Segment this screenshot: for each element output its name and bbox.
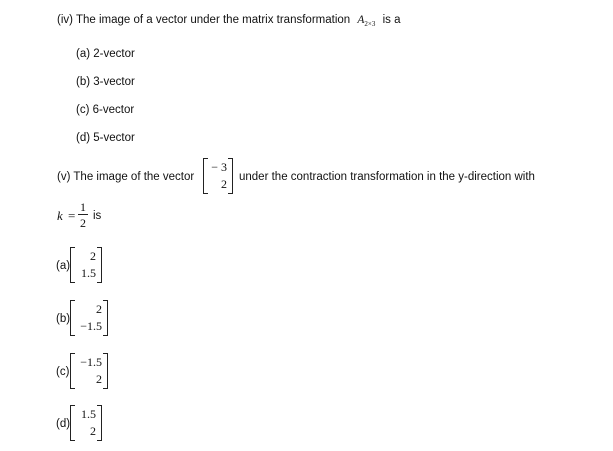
q5-option-b-vector[interactable]: 2 −1.5 <box>70 300 108 336</box>
q5-option-d-label[interactable]: (d) <box>56 418 71 430</box>
k-fraction: 1 2 <box>80 200 86 230</box>
q4-option-d[interactable]: (d) 5-vector <box>76 132 135 144</box>
q5-option-a-label[interactable]: (a) <box>56 260 71 272</box>
q4-option-a[interactable]: (a) 2-vector <box>76 48 135 60</box>
question-4-stem: (iv) The image of a vector under the matrix transformation $A_{2\times 3}$ is a <box>57 14 401 28</box>
q5-option-b-label[interactable]: (b) <box>56 313 71 325</box>
q4-option-c[interactable]: (c) 6-vector <box>76 104 135 116</box>
q5-option-d-vector[interactable]: 1.5 2 <box>70 405 102 441</box>
q5-option-a-vector[interactable]: 2 1.5 <box>70 247 102 283</box>
k-symbol: k <box>57 208 63 223</box>
q5-option-c-vector[interactable]: −1.5 2 <box>70 353 108 389</box>
equals-sign: = <box>68 208 76 223</box>
question-5-vector: − 3 2 <box>203 158 233 194</box>
question-5-stem: (v) The image of the vector <box>57 171 195 183</box>
q5-option-c-label[interactable]: (c) <box>56 366 70 378</box>
matrix-symbol: $A_{2\times 3}$ <box>357 14 376 28</box>
q4-option-b[interactable]: (b) 3-vector <box>76 76 135 88</box>
is-text: is <box>93 210 102 222</box>
question-5-stem-tail: under the contraction transformation in the y-direction with <box>239 171 535 183</box>
